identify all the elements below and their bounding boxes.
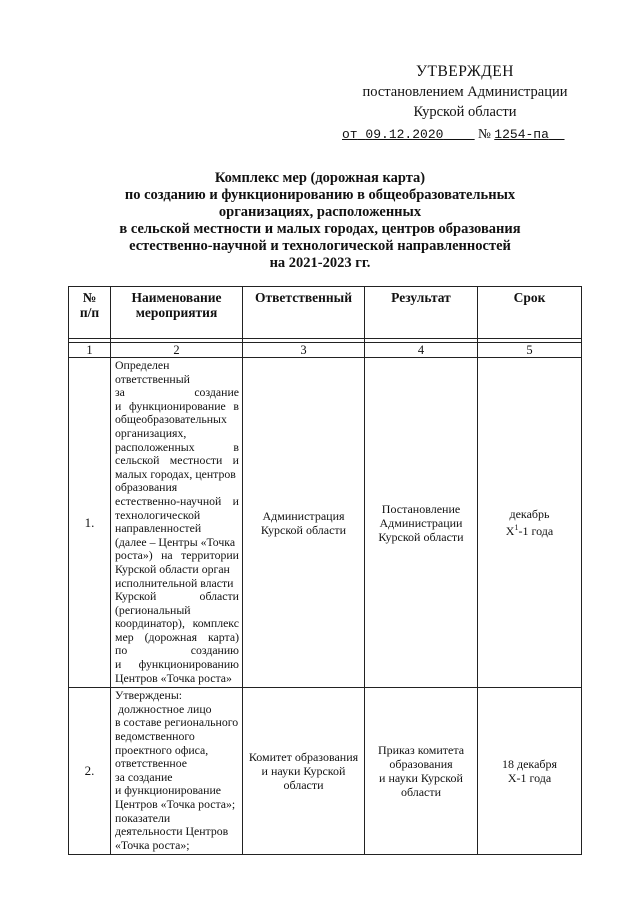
title-line: на 2021-2023 гг.: [269, 255, 371, 271]
row-description: Утверждены: должностное лицо в составе регионального ведомственного проектного офиса, ответственное за создание и функционирование Центров «Точка роста»; показатели деятельности Центров «Точка роста»;: [111, 688, 243, 855]
header-name: Наименование мероприятия: [111, 287, 243, 339]
approval-date: 09.12.2020: [365, 127, 444, 142]
header-row: [69, 287, 582, 339]
table-row: [69, 358, 582, 688]
column-number: 1: [69, 343, 111, 358]
row-responsible: Комитет образования и науки Курской области: [243, 688, 365, 855]
header-num: № п/п: [69, 287, 111, 339]
row-responsible: Администрация Курской области: [243, 358, 365, 688]
column-number: 2: [111, 343, 243, 358]
header-term: Срок: [478, 287, 582, 339]
header-result: Результат: [365, 287, 478, 339]
approval-date-line: [330, 124, 600, 145]
column-number: 4: [365, 343, 478, 358]
column-number-row: [69, 343, 582, 358]
row-number: 2.: [69, 688, 111, 855]
title-line: организациях, расположенных: [218, 204, 422, 220]
document-title: [60, 170, 580, 272]
approval-number: 1254-па: [494, 127, 549, 142]
column-number: 5: [478, 343, 582, 358]
approval-line-2: Курской области: [413, 104, 517, 120]
row-number: 1.: [69, 358, 111, 688]
row-result: Приказ комитета образования и науки Курской области: [365, 688, 478, 855]
roadmap-table: [68, 286, 582, 855]
number-sign: №: [478, 126, 491, 141]
approval-heading: УТВЕРЖДЕН: [416, 63, 514, 80]
title-line: естественно-научной и технологической направленностей: [129, 238, 511, 254]
header-responsible: Ответственный: [243, 287, 365, 339]
row-term: 18 декабря X-1 года: [478, 688, 582, 855]
date-prefix: от: [342, 127, 358, 142]
approval-stamp: [330, 62, 600, 145]
approval-line-1: постановлением Администрации: [362, 84, 568, 100]
row-result: Постановление Администрации Курской области: [365, 358, 478, 688]
table-row: [69, 688, 582, 855]
column-number: 3: [243, 343, 365, 358]
title-line: по созданию и функционированию в общеобразовательных: [124, 187, 516, 203]
title-line: в сельской местности и малых городах, центров образования: [119, 221, 521, 237]
row-term: декабрь $X^1-1$ года: [478, 358, 582, 688]
title-line: Комплекс мер (дорожная карта): [214, 170, 426, 186]
row-description: Определен ответственный за создание и функционирование в общеобразовательных организациях, расположенных в сельской местности и малых городах, центров образования естественно-научной и технологической направленностей (далее – Центры «Точка роста») на территории Курской области орган исполнительной власти Курской области (региональный координатор), комплекс мер (дорожная карта) по созданию и функционированию Центров «Точка роста»: [111, 358, 243, 688]
